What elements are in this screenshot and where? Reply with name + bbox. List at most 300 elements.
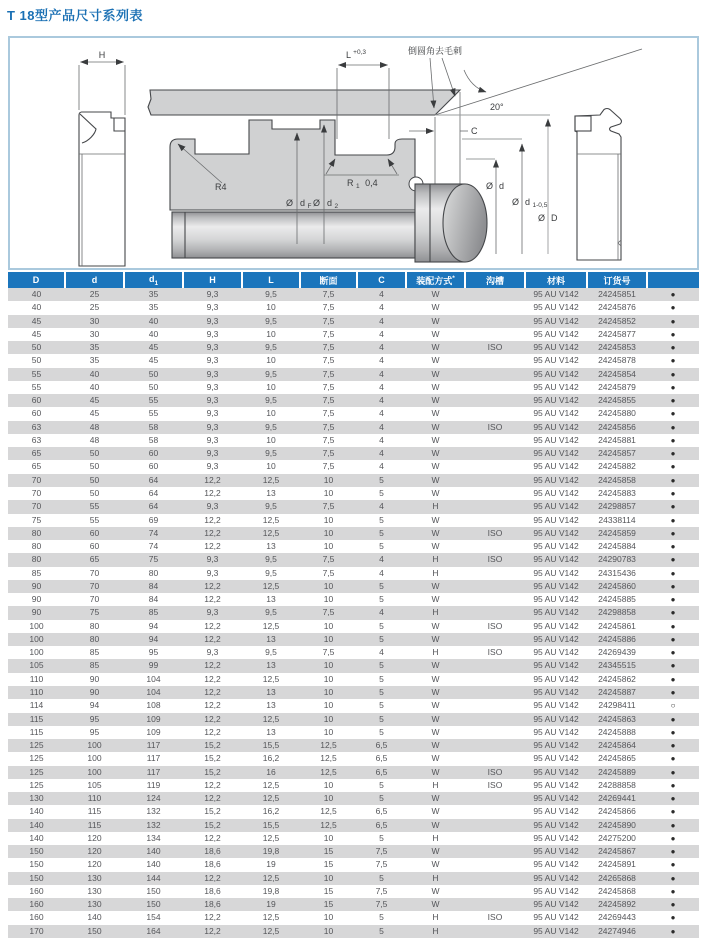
cell: 95 AU V142 — [525, 288, 587, 301]
cell: 50 — [124, 381, 183, 394]
cell: 12,5 — [242, 580, 300, 593]
cell: 95 AU V142 — [525, 872, 587, 885]
cell: 10 — [300, 673, 357, 686]
availability-dot: ● — [647, 460, 699, 473]
cell: 5 — [357, 699, 406, 712]
table-row — [8, 315, 699, 328]
cell: 100 — [8, 620, 65, 633]
cell: 10 — [300, 514, 357, 527]
cell: 117 — [124, 739, 183, 752]
cell: 12,5 — [300, 752, 357, 765]
cell: 9,3 — [183, 434, 242, 447]
table-row — [8, 527, 699, 540]
cell: 5 — [357, 832, 406, 845]
cell: 4 — [357, 407, 406, 420]
cell: 55 — [124, 394, 183, 407]
cell: 10 — [300, 686, 357, 699]
cell: H — [406, 832, 465, 845]
cell: 95 AU V142 — [525, 527, 587, 540]
cell: W — [406, 447, 465, 460]
cell: 15 — [300, 898, 357, 911]
cell: 150 — [65, 925, 124, 938]
cell: 48 — [65, 421, 124, 434]
cell: 48 — [65, 434, 124, 447]
availability-dot: ● — [647, 819, 699, 832]
cell: W — [406, 328, 465, 341]
cell: 12,5 — [300, 819, 357, 832]
cell: W — [406, 288, 465, 301]
dia-sign-d2: Ø — [312, 198, 320, 208]
cell: W — [406, 766, 465, 779]
cell — [465, 699, 525, 712]
cell: 24245855 — [587, 394, 647, 407]
cell: 13 — [242, 487, 300, 500]
cell: 12,2 — [183, 925, 242, 938]
cell: 15 — [300, 858, 357, 871]
dim-label-h: H — [98, 50, 106, 60]
cell: 80 — [124, 567, 183, 580]
cell: 150 — [8, 858, 65, 871]
cell: W — [406, 434, 465, 447]
cell: 95 AU V142 — [525, 898, 587, 911]
cell: 24245853 — [587, 341, 647, 354]
cell: ISO — [465, 766, 525, 779]
left-seal-profile — [79, 112, 125, 266]
cell: 25 — [65, 301, 124, 314]
table-row — [8, 553, 699, 566]
cell: 100 — [65, 739, 124, 752]
cell: 40 — [65, 368, 124, 381]
cell: 95 AU V142 — [525, 487, 587, 500]
cell: 24245864 — [587, 739, 647, 752]
cell: 104 — [124, 673, 183, 686]
cell: 50 — [8, 341, 65, 354]
cell: 9,3 — [183, 328, 242, 341]
cell: 63 — [8, 434, 65, 447]
column-header-d: d — [65, 272, 124, 288]
table-row — [8, 567, 699, 580]
cell: 10 — [242, 460, 300, 473]
availability-dot: ● — [647, 447, 699, 460]
cell — [465, 474, 525, 487]
table-row — [8, 739, 699, 752]
cell — [465, 898, 525, 911]
availability-dot: ● — [647, 646, 699, 659]
cell: 104 — [124, 686, 183, 699]
cell: 90 — [65, 673, 124, 686]
cell: 40 — [8, 301, 65, 314]
cell: W — [406, 540, 465, 553]
cell: 100 — [65, 752, 124, 765]
cell: 12,5 — [242, 620, 300, 633]
cell: 90 — [65, 686, 124, 699]
cell: W — [406, 315, 465, 328]
cell: 10 — [242, 354, 300, 367]
cell: 160 — [8, 885, 65, 898]
availability-dot: ● — [647, 527, 699, 540]
table-row — [8, 898, 699, 911]
cell — [465, 752, 525, 765]
cell: 5 — [357, 580, 406, 593]
cell: 24298858 — [587, 606, 647, 619]
availability-dot: ● — [647, 898, 699, 911]
table-row — [8, 407, 699, 420]
cell: 9,5 — [242, 341, 300, 354]
cell: 94 — [124, 633, 183, 646]
cell: 85 — [8, 567, 65, 580]
dim-label-d2-sub: 2 — [334, 203, 339, 210]
cell: 12,5 — [242, 779, 300, 792]
cell: 85 — [65, 646, 124, 659]
cell — [465, 858, 525, 871]
availability-dot: ● — [647, 315, 699, 328]
cell: W — [406, 394, 465, 407]
cell: 95 AU V142 — [525, 407, 587, 420]
dim-label-angle: 20° — [490, 102, 504, 112]
cell: 55 — [65, 514, 124, 527]
technical-drawing — [8, 36, 699, 270]
cell: 10 — [300, 659, 357, 672]
cell: 9,3 — [183, 646, 242, 659]
table-row — [8, 593, 699, 606]
dim-label-d2: d — [327, 198, 333, 208]
cell: 19 — [242, 858, 300, 871]
column-header-L: L — [242, 272, 300, 288]
cell: 84 — [124, 593, 183, 606]
cell: W — [406, 659, 465, 672]
cell: 7,5 — [300, 354, 357, 367]
availability-dot: ● — [647, 368, 699, 381]
cell: 144 — [124, 872, 183, 885]
availability-dot: ● — [647, 593, 699, 606]
dim-label-l-tolerance: +0,3 — [353, 49, 367, 56]
cell: 85 — [65, 659, 124, 672]
cell: 115 — [8, 713, 65, 726]
table-row — [8, 354, 699, 367]
cell: 120 — [65, 858, 124, 871]
cell: 75 — [8, 514, 65, 527]
cell — [465, 407, 525, 420]
cell: 50 — [65, 487, 124, 500]
cell: 18,6 — [183, 858, 242, 871]
cell: 70 — [8, 487, 65, 500]
cell: 5 — [357, 872, 406, 885]
cell: 150 — [8, 845, 65, 858]
cell: 12,2 — [183, 699, 242, 712]
cell: 9,5 — [242, 646, 300, 659]
cell: 24245888 — [587, 726, 647, 739]
cell: 7,5 — [300, 368, 357, 381]
cell: W — [406, 699, 465, 712]
table-row — [8, 288, 699, 301]
cell: 5 — [357, 686, 406, 699]
cell: 16 — [242, 766, 300, 779]
cell: 95 AU V142 — [525, 434, 587, 447]
cell — [465, 593, 525, 606]
cell: 6,5 — [357, 805, 406, 818]
cell: 7,5 — [300, 381, 357, 394]
cell — [465, 394, 525, 407]
availability-dot: ● — [647, 792, 699, 805]
cell: 7,5 — [357, 898, 406, 911]
cell: 95 AU V142 — [525, 567, 587, 580]
cell: 95 AU V142 — [525, 500, 587, 513]
cell: 12,2 — [183, 540, 242, 553]
cell: 50 — [65, 460, 124, 473]
cell: 95 AU V142 — [525, 540, 587, 553]
cell: 10 — [300, 726, 357, 739]
cell: 7,5 — [300, 447, 357, 460]
cell: 9,5 — [242, 606, 300, 619]
cell: W — [406, 421, 465, 434]
table-row — [8, 885, 699, 898]
cell: 55 — [124, 407, 183, 420]
dim-label-r1: R — [347, 178, 354, 188]
availability-dot: ● — [647, 858, 699, 871]
cell — [465, 514, 525, 527]
table-row — [8, 699, 699, 712]
table-row — [8, 858, 699, 871]
cell: 24315436 — [587, 567, 647, 580]
cell: 95 AU V142 — [525, 686, 587, 699]
cell: 10 — [300, 872, 357, 885]
cell: H — [406, 567, 465, 580]
cell: 5 — [357, 487, 406, 500]
availability-dot: ○ — [647, 699, 699, 712]
reference-lines — [435, 115, 550, 159]
cell: H — [406, 500, 465, 513]
cell: ISO — [465, 553, 525, 566]
cell: 4 — [357, 421, 406, 434]
cell: 12,5 — [242, 925, 300, 938]
deburr-label: 倒圆角去毛刺 — [408, 46, 463, 56]
availability-dot: ● — [647, 673, 699, 686]
cell: 4 — [357, 606, 406, 619]
column-header-C: C — [357, 272, 406, 288]
cell: 95 AU V142 — [525, 381, 587, 394]
cell: 125 — [8, 779, 65, 792]
cell: 13 — [242, 659, 300, 672]
cell: 95 AU V142 — [525, 911, 587, 924]
cell: 55 — [8, 381, 65, 394]
cell: ISO — [465, 911, 525, 924]
cell: 150 — [124, 885, 183, 898]
cell: 12,5 — [300, 739, 357, 752]
cell: 95 AU V142 — [525, 620, 587, 633]
cell: 110 — [8, 673, 65, 686]
dim-label-r1-value: 0,4 — [365, 178, 378, 188]
table-row — [8, 381, 699, 394]
cell: 19 — [242, 898, 300, 911]
cell: 9,3 — [183, 567, 242, 580]
cell: 132 — [124, 805, 183, 818]
cell — [465, 434, 525, 447]
cell: 95 AU V142 — [525, 792, 587, 805]
cell: 24245887 — [587, 686, 647, 699]
cell: 5 — [357, 673, 406, 686]
dim-label-r1-sub: 1 — [356, 183, 360, 190]
cell: 85 — [124, 606, 183, 619]
cell: 134 — [124, 832, 183, 845]
cell: 7,5 — [357, 885, 406, 898]
cell: 95 AU V142 — [525, 421, 587, 434]
cell: 24245859 — [587, 527, 647, 540]
cell: 105 — [8, 659, 65, 672]
cell: 24245892 — [587, 898, 647, 911]
cell: 70 — [65, 567, 124, 580]
cell: 124 — [124, 792, 183, 805]
cell: 55 — [8, 368, 65, 381]
cell: 110 — [8, 686, 65, 699]
cell: 90 — [8, 593, 65, 606]
cell — [465, 925, 525, 938]
availability-dot: ● — [647, 606, 699, 619]
availability-dot: ● — [647, 381, 699, 394]
cell: 7,5 — [300, 646, 357, 659]
cell — [465, 819, 525, 832]
cell: 45 — [65, 394, 124, 407]
cell: 12,2 — [183, 832, 242, 845]
cell: 12,5 — [242, 527, 300, 540]
dia-sign-d1: Ø — [511, 197, 519, 207]
cell: 4 — [357, 354, 406, 367]
cell: W — [406, 633, 465, 646]
cell — [465, 739, 525, 752]
table-row — [8, 792, 699, 805]
cell: 13 — [242, 726, 300, 739]
cell: 80 — [8, 527, 65, 540]
availability-dot: ● — [647, 553, 699, 566]
cell: 9,3 — [183, 460, 242, 473]
cell: 50 — [65, 447, 124, 460]
cell: 84 — [124, 580, 183, 593]
cell: 35 — [65, 341, 124, 354]
cell: 35 — [124, 301, 183, 314]
cell: 15 — [300, 885, 357, 898]
cell: 30 — [65, 328, 124, 341]
cell: 7,5 — [357, 845, 406, 858]
cell: 4 — [357, 460, 406, 473]
cell: 95 AU V142 — [525, 673, 587, 686]
cell: 15,2 — [183, 752, 242, 765]
cell: 12,5 — [242, 474, 300, 487]
cell: H — [406, 925, 465, 938]
cell: 80 — [65, 620, 124, 633]
cell: 24245883 — [587, 487, 647, 500]
cell: 24245885 — [587, 593, 647, 606]
cell: 70 — [65, 580, 124, 593]
cell: 9,5 — [242, 500, 300, 513]
cell: 24298411 — [587, 699, 647, 712]
cell: 24345515 — [587, 659, 647, 672]
cell: 40 — [8, 288, 65, 301]
cell: 10 — [300, 580, 357, 593]
table-row — [8, 606, 699, 619]
cell — [465, 792, 525, 805]
cell: 140 — [124, 845, 183, 858]
cell: 115 — [65, 819, 124, 832]
cell: 60 — [65, 527, 124, 540]
cell: 9,3 — [183, 407, 242, 420]
cell: 7,5 — [300, 315, 357, 328]
cell: 95 AU V142 — [525, 341, 587, 354]
table-row — [8, 434, 699, 447]
cell: 9,3 — [183, 315, 242, 328]
table-row — [8, 514, 699, 527]
cell — [465, 633, 525, 646]
cell: 58 — [124, 434, 183, 447]
cell: 9,3 — [183, 354, 242, 367]
availability-dot: ● — [647, 752, 699, 765]
cell: 24245886 — [587, 633, 647, 646]
cell: 105 — [65, 779, 124, 792]
cell: 4 — [357, 301, 406, 314]
cell: 95 AU V142 — [525, 354, 587, 367]
svg-text:d 1-0,5 — [525, 197, 548, 209]
cell: 10 — [300, 620, 357, 633]
cell — [465, 726, 525, 739]
cell: 9,5 — [242, 315, 300, 328]
cell: 24245891 — [587, 858, 647, 871]
cell: 95 AU V142 — [525, 766, 587, 779]
cell: 95 AU V142 — [525, 726, 587, 739]
cell: 40 — [124, 315, 183, 328]
cell: 9,5 — [242, 368, 300, 381]
cell: W — [406, 713, 465, 726]
cell: W — [406, 792, 465, 805]
cell: 12,2 — [183, 580, 242, 593]
cell: W — [406, 487, 465, 500]
right-seal-profile — [575, 109, 622, 261]
cell: W — [406, 898, 465, 911]
cell: 12,5 — [242, 514, 300, 527]
cell: 10 — [300, 832, 357, 845]
availability-dot: ● — [647, 925, 699, 938]
cell: 60 — [65, 540, 124, 553]
cell: 95 AU V142 — [525, 925, 587, 938]
availability-dot: ● — [647, 633, 699, 646]
cell: 60 — [8, 394, 65, 407]
cell: 140 — [8, 832, 65, 845]
cell: 24245868 — [587, 885, 647, 898]
cell: 12,2 — [183, 872, 242, 885]
cell: 60 — [8, 407, 65, 420]
cell: 24245865 — [587, 752, 647, 765]
cell: 15,5 — [242, 739, 300, 752]
cell — [465, 606, 525, 619]
dim-D — [538, 119, 558, 254]
cell: 65 — [65, 553, 124, 566]
cell: 4 — [357, 381, 406, 394]
cell: 125 — [8, 739, 65, 752]
seal-cross-section-figure — [10, 38, 697, 268]
column-header-material: 材料 — [525, 272, 587, 288]
cell: 99 — [124, 659, 183, 672]
cell: 130 — [8, 792, 65, 805]
cell: 75 — [124, 553, 183, 566]
cell: 9,3 — [183, 381, 242, 394]
availability-dot: ● — [647, 301, 699, 314]
cell: 16,2 — [242, 752, 300, 765]
cell: 24245867 — [587, 845, 647, 858]
dia-sign-D: Ø — [537, 213, 545, 223]
cell: 4 — [357, 328, 406, 341]
cell: 120 — [65, 832, 124, 845]
cell: 12,2 — [183, 659, 242, 672]
dim-label-df-sub: F — [307, 203, 312, 210]
cell: 5 — [357, 726, 406, 739]
cell: 5 — [357, 593, 406, 606]
